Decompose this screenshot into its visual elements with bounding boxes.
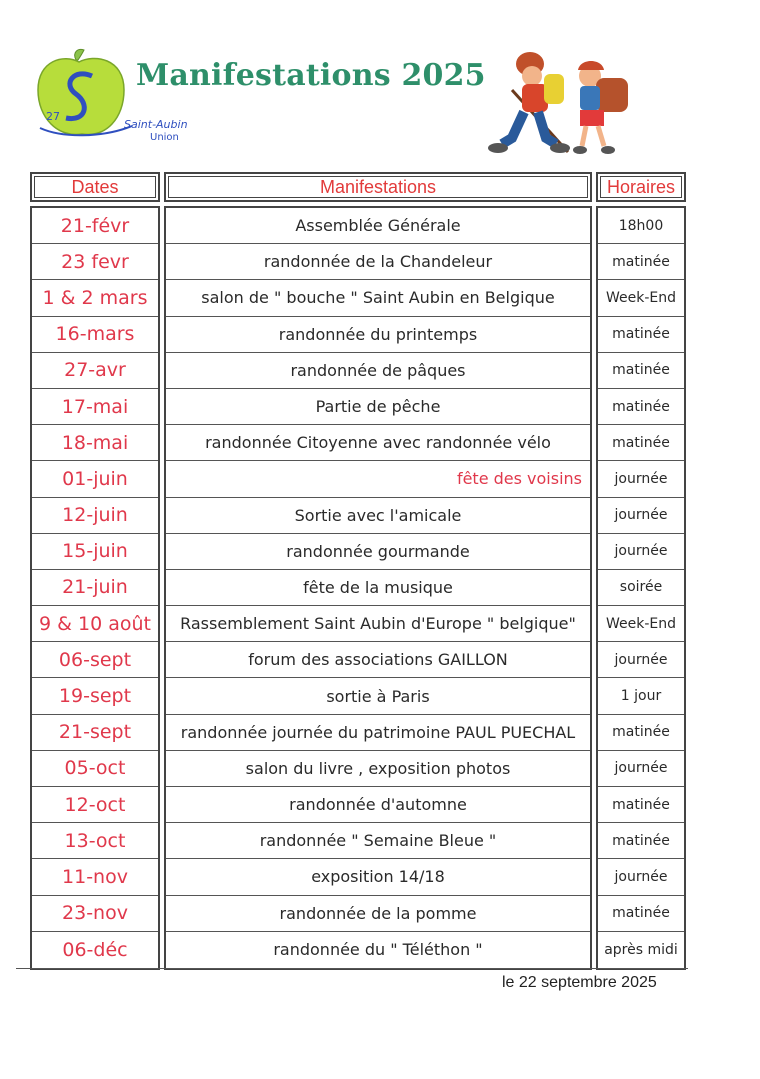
date-cell: 16-mars [32, 317, 158, 353]
page-title: Manifestations 2025 [136, 58, 486, 93]
event-cell: randonnée gourmande [166, 534, 590, 570]
date-cell: 13-oct [32, 823, 158, 859]
date-cell: 12-oct [32, 787, 158, 823]
date-cell: 01-juin [32, 461, 158, 497]
event-cell: Sortie avec l'amicale [166, 498, 590, 534]
event-cell: randonnée Citoyenne avec randonnée vélo [166, 425, 590, 461]
time-cell: journée [598, 498, 684, 534]
date-cell: 1 & 2 mars [32, 280, 158, 316]
time-cell: après midi [604, 941, 678, 958]
date-cell: 05-oct [32, 751, 158, 787]
date-cell: 06-sept [32, 642, 158, 678]
time-cell: 18h00 [598, 208, 684, 244]
time-cell: journée [598, 534, 684, 570]
date-cell: 06-déc [62, 938, 128, 961]
date-cell: 15-juin [32, 534, 158, 570]
hikers-illustration [472, 40, 644, 160]
event-cell: Partie de pêche [166, 389, 590, 425]
time-cell: matinée [598, 317, 684, 353]
time-cell: soirée [598, 570, 684, 606]
time-cell: matinée [598, 425, 684, 461]
header-manifestations: Manifestations [164, 172, 592, 202]
date-cell: 9 & 10 août [32, 606, 158, 642]
event-cell: exposition 14/18 [166, 859, 590, 895]
event-cell: Assemblée Générale [166, 208, 590, 244]
event-cell: randonnée de la pomme [166, 896, 590, 932]
time-cell: matinée [598, 823, 684, 859]
time-cell: journée [598, 751, 684, 787]
horaires-column [596, 206, 686, 970]
date-cell: 18-mai [32, 425, 158, 461]
event-cell: randonnée du printemps [166, 317, 590, 353]
time-cell: journée [598, 642, 684, 678]
date-cell: 17-mai [32, 389, 158, 425]
event-cell: salon du livre , exposition photos [166, 751, 590, 787]
event-cell: fête des voisins [166, 461, 590, 497]
time-cell: 1 jour [598, 678, 684, 714]
date-cell: 21-juin [32, 570, 158, 606]
time-cell: matinée [598, 787, 684, 823]
time-cell: matinée [598, 896, 684, 932]
svg-text:Saint-Aubin: Saint-Aubin [124, 118, 188, 131]
svg-text:27: 27 [46, 110, 60, 123]
date-cell: 12-juin [32, 498, 158, 534]
time-cell: matinée [598, 353, 684, 389]
time-cell: matinée [598, 389, 684, 425]
date-cell: 23 fevr [32, 244, 158, 280]
date-cell: 19-sept [32, 678, 158, 714]
header-dates: Dates [30, 172, 160, 202]
event-cell: forum des associations GAILLON [166, 642, 590, 678]
event-cell: randonnée de la Chandeleur [166, 244, 590, 280]
event-cell: randonnée journée du patrimoine PAUL PUECHAL [166, 715, 590, 751]
time-cell: matinée [598, 715, 684, 751]
event-cell: sortie à Paris [166, 678, 590, 714]
footer-divider [16, 968, 688, 969]
time-cell: Week-End [598, 606, 684, 642]
date-cell: 11-nov [32, 859, 158, 895]
date-cell: 27-avr [32, 353, 158, 389]
svg-text:Union: Union [150, 132, 179, 143]
footer-date: le 22 septembre 2025 [502, 974, 657, 991]
manifestations-column [164, 206, 592, 970]
dates-column [30, 206, 160, 970]
date-cell: 21-févr [32, 208, 158, 244]
time-cell: journée [598, 461, 684, 497]
event-cell: Rassemblement Saint Aubin d'Europe " belgique" [166, 606, 590, 642]
event-cell: randonnée " Semaine Bleue " [166, 823, 590, 859]
event-cell: randonnée de pâques [166, 353, 590, 389]
date-cell: 23-nov [32, 896, 158, 932]
event-cell: fête de la musique [166, 570, 590, 606]
time-cell: matinée [598, 244, 684, 280]
time-cell: journée [598, 859, 684, 895]
date-cell: 21-sept [32, 715, 158, 751]
header-horaires: Horaires [596, 172, 686, 202]
time-cell: Week-End [598, 280, 684, 316]
event-cell: randonnée du " Téléthon " [273, 940, 483, 960]
event-cell: salon de " bouche " Saint Aubin en Belgique [166, 280, 590, 316]
event-cell: randonnée d'automne [166, 787, 590, 823]
